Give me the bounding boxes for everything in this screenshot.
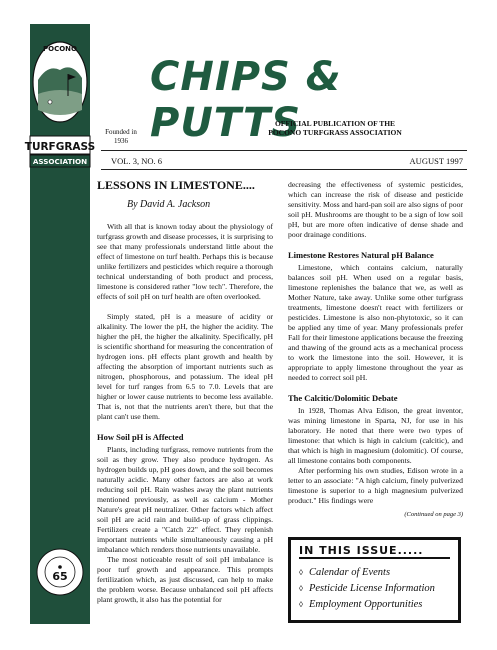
header-rule-bottom (101, 169, 467, 170)
article-paragraph: The most noticeable result of soil pH imbalance is poor turf growth and appearance. This prompts fertilization which, as just discussed, can help to make the problem worse. Because unbalanced soil pH affects plant growth, it also has the potential for (97, 555, 273, 604)
diamond-bullet-icon: ◊ (299, 584, 303, 593)
seal-number: 65 (52, 570, 68, 583)
anniversary-seal (36, 548, 84, 596)
in-this-issue-title: IN THIS ISSUE..... (299, 544, 450, 559)
volume-number: VOL. 3, NO. 6 (111, 156, 162, 166)
association-logo (24, 24, 96, 172)
logo-association-text: ASSOCIATION (32, 157, 88, 166)
issue-item-label: Employment Opportunities (308, 599, 423, 610)
diamond-bullet-icon: ◊ (299, 568, 303, 577)
article-paragraph: Simply stated, pH is a measure of acidity or alkalinity. The lower the pH, the higher the acidity. The higher the pH, the higher the alkalinity. Specifically, pH is scientific shorthand for measuring the concentration of hydrogen ions. pH effects plant growth and health by affecting the absorption of important nutrients such as nitrogen, phosphorous, and potassium. The ideal pH level for turf ranges from 6.5 to 7.0. Levels that are higher or lower cause nutrients to become less available. That is, not that the nutrients aren't there, but that the plant can't use them. (97, 312, 273, 421)
in-this-issue-box (288, 537, 461, 623)
article-paragraph: decreasing the effectiveness of systemic pesticides, which can increase the risk of disease and pesticide sensitivity. Moss and hard-pan soil are also signs of poor soil pH. Mushrooms are thought to be a sign of low soil pH, but are more often indicative of dense shade and poor drainage conditions. (288, 180, 463, 239)
diamond-bullet-icon: ◊ (299, 600, 303, 609)
article-paragraph: Plants, including turfgrass, remove nutrients from the soil as they grow. They also produce hydrogen. As hydrogen builds up, pH goes down, and the soil becomes naturally acidic. Many other factors are also at work reducing soil pH. Rain washes away the plant nutrients mentioned previously, as well as calcium - Mother Nature's great pH neutralizer. Other factors which affect soil pH are acid rain and build-up of grass clippings. Fertilizers create a "Catch 22" effect. They replenish important nutrients while simultaneously causing a pH imbalance which renders those nutrients unavailable. (97, 445, 273, 554)
section-heading: Limestone Restores Natural pH Balance (288, 250, 434, 260)
logo-turfgrass-text: TURFGRASS (24, 141, 96, 153)
official-line-1: OFFICIAL PUBLICATION OF THE (274, 119, 396, 128)
article-column-right (288, 180, 463, 520)
issue-item-label: Pesticide License Information (308, 583, 435, 594)
article-paragraph: With all that is known today about the physiology of turfgrass growth and disease processes, it is surprising to see that many professionals understand little about the effect of limestone on turf health. Perhaps this is because unlike fertilizers and pesticides which require a thorough technical understanding of both product and process, limestone is considered rather "low tech". Therefore, the effects of soil pH on turf health are often overlooked. (97, 222, 273, 301)
article-paragraph: Limestone, which contains calcium, naturally balances soil pH. When used on a regular basis, limestone replenishes the balance that we, as well as Mother Nature, take away. Unlike some other turfgrass treatments, limestone doesn't react with fertilizers or pesticides. Limestone is also non-phytotoxic, so it can be applied any time of year. Many professionals prefer Fall for their limestone applications because the freezing and thawing of the ground acts as a mechanical process to work the limestone into the soil. However, it is appropriate to apply limestone throughout the year as needed to correct soil pH. (288, 263, 463, 382)
founded-note (104, 128, 138, 146)
founded-label: Founded in (105, 128, 137, 136)
official-publication (200, 119, 470, 137)
logo-top-text: POCONO (43, 45, 77, 53)
article-paragraph: After performing his own studies, Edison wrote in a letter to an associate: "A high calcium, finely pulverized limestone is superior to a high magnesium pulverized product." His findings were (288, 466, 463, 505)
continued-note: (Continued on page 3) (404, 511, 463, 518)
issue-item-employment (299, 597, 450, 613)
header-rule-top (101, 150, 467, 151)
article-column-left (97, 180, 273, 605)
section-heading: The Calcitic/Dolomitic Debate (288, 393, 398, 403)
issue-item-calendar (299, 565, 450, 581)
official-line-2: POCONO TURFGRASS ASSOCIATION (268, 128, 402, 137)
article-paragraph: In 1928, Thomas Alva Edison, the great inventor, was mining limestone in Sparta, NJ, for use in his laboratory. He noted that there were two types of limestone: that which is high in calcium (calcitic), and that which is high in magnesium (dolomitic). Of course, all limestone contains both components. (288, 406, 463, 465)
masthead-title: CHIPS & PUTTS (150, 54, 342, 146)
section-heading: How Soil pH is Affected (97, 432, 184, 442)
founded-year: 1936 (114, 137, 128, 145)
issue-item-license (299, 581, 450, 597)
issue-item-label: Calendar of Events (308, 567, 391, 578)
article-byline: By David A. Jackson (127, 199, 211, 210)
issue-date: AUGUST 1997 (409, 156, 463, 166)
article-title: LESSONS IN LIMESTONE.... (97, 178, 255, 192)
